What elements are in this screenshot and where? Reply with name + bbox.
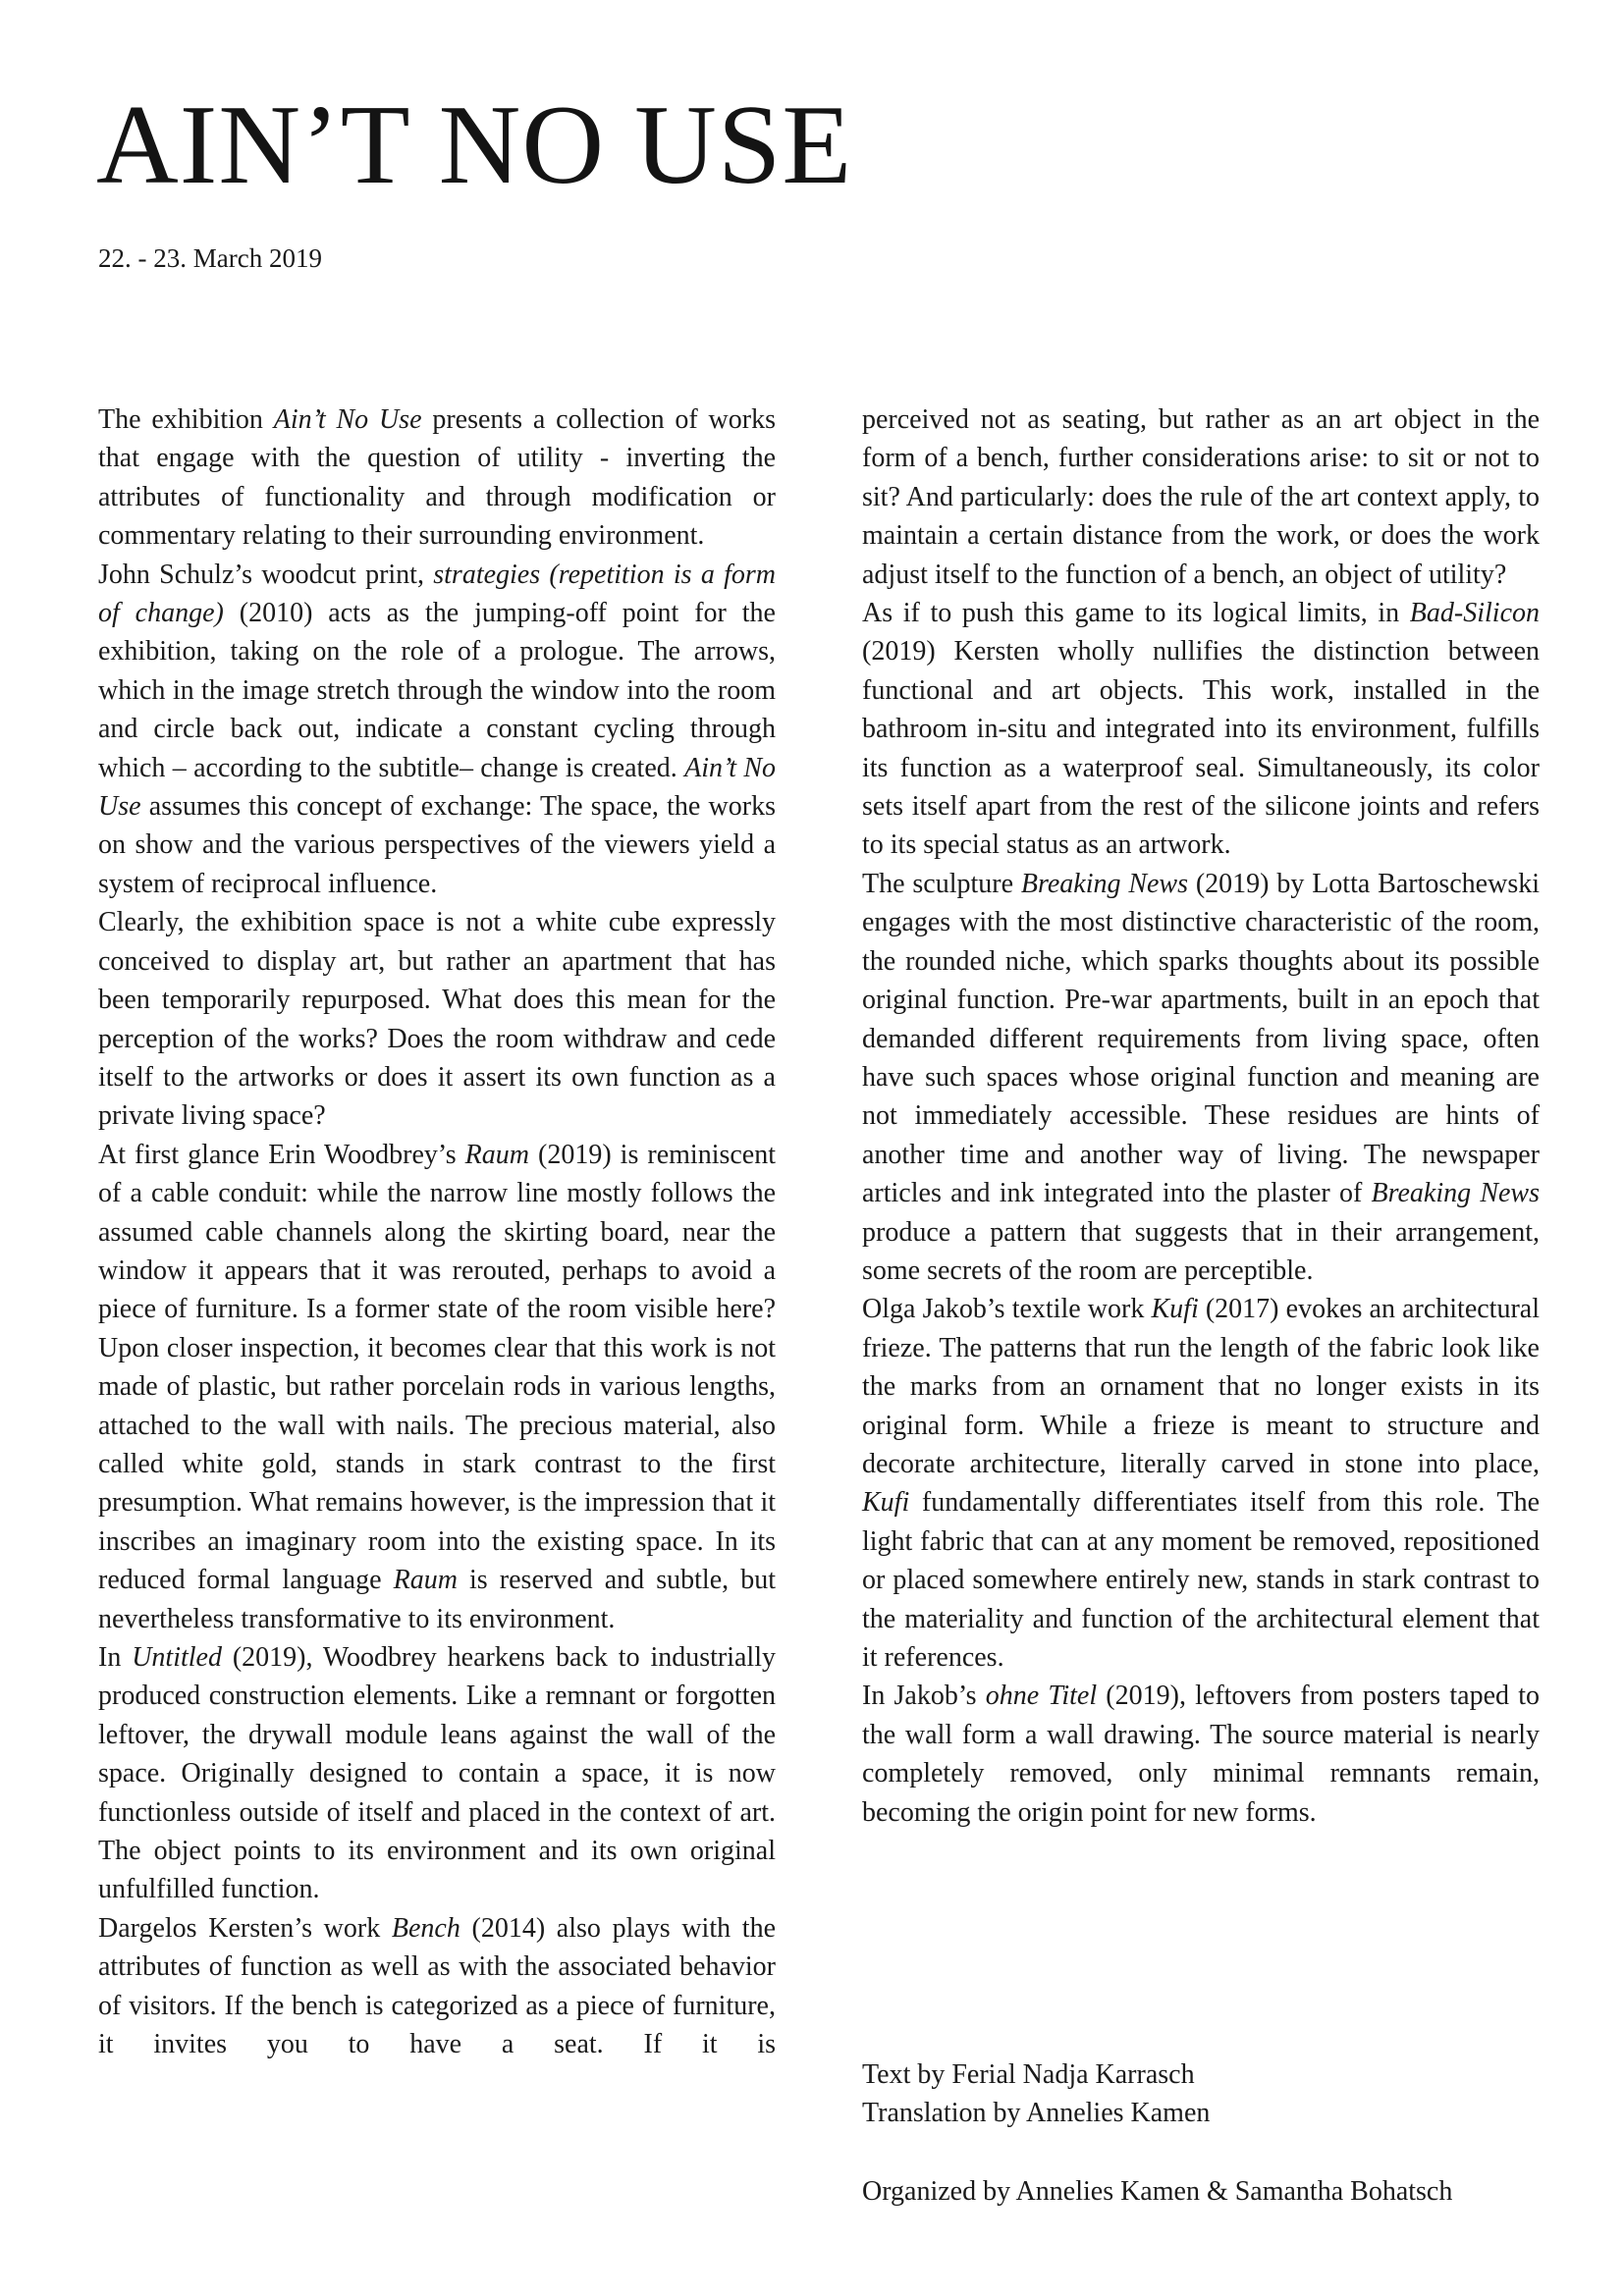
work-title: strategies (repetition is a form of change) <box>98 559 777 629</box>
work-title: Kufi <box>1151 1294 1199 1325</box>
text-credit: Text by Ferial Nadja Karrasch <box>862 2059 1195 2090</box>
paragraph-breaking-news: The sculpture Breaking News (2019) by Lotta Bartoschewski engages with the most distinctive characteristic of the room, the rounded niche, which sparks thoughts about its possible original function. Pre-war apartments, built in an epoch that demanded different requirements from living space, often have such spaces whose original function and meaning are not immediately accessible. These residues are hints of another time and another way of living. The newspaper articles and ink integrated into the plaster of Breaking News produce a pattern that suggests that in their arrangement, some secrets of the room are perceptible. <box>862 868 1540 1286</box>
paragraph-schulz: John Schulz’s woodcut print, strategies (repetition is a form of change) (2010) acts as the jumping-off point for the exhibition, taking on the role of a prologue. The arrows, which in the image stretch through the window into the room and circle back out, indicate a constant cycling through which – according to the subtitle– change is created. Ain’t No Use assumes this concept of exchange: The space, the works on show and the various perspectives of the viewers yield a system of reciprocal influence. <box>98 559 777 899</box>
left-column <box>98 400 776 2063</box>
work-title: Ain’t No Use <box>273 404 422 435</box>
work-title: Untitled <box>132 1642 222 1673</box>
work-title: Ain’t No Use <box>98 752 777 823</box>
paragraph-woodbrey-untitled: In Untitled (2019), Woodbrey hearkens back to industrially produced construction elements. Like a remnant or forgotten leftover, the drywall module leans against the wall of the space. Originally designed to contain a space, it is now functionless outside of itself and placed in the context of art. The object points to its environment and its own original unfulfilled function. <box>98 1642 776 1905</box>
page-title: AIN’T NO USE <box>96 82 853 208</box>
paragraph-woodbrey-raum: At first glance Erin Woodbrey’s Raum (2019) is reminiscent of a cable conduit: while the narrow line mostly follows the assumed cable channels along the skirting board, near the window it appears that it was rerouted, perhaps to avoid a piece of furniture. Is a former state of the room visible here? Upon closer inspection, it becomes clear that this work is not made of plastic, but rather porcelain rods in various lengths, attached to the wall with nails. The precious material, also called white gold, stands in stark contrast to the first presumption. What remains however, is the impression that it inscribes an imaginary room into the existing space. In its reduced formal language Raum is reserved and subtle, but nevertheless transformative to its environment. <box>98 1139 777 1634</box>
paragraph-kersten-bench: Dargelos Kersten’s work Bench (2014) also plays with the attributes of function as well as with the associated behavior of visitors. If the bench is categorized as a piece of furniture, it invites you to have a seat. If it is <box>98 1912 776 2060</box>
translation-credit: Translation by Annelies Kamen <box>862 2098 1211 2129</box>
paragraph-ohne-titel: In Jakob’s ohne Titel (2019), leftovers from posters taped to the wall form a wall drawing. The source material is nearly completely removed, only minimal remnants remain, becoming the origin point for new forms. <box>862 1681 1540 1828</box>
credits-spacer <box>862 2133 1549 2172</box>
credits <box>862 2056 1549 2211</box>
paragraph-kufi: Olga Jakob’s textile work Kufi (2017) evokes an architectural frieze. The patterns that run the length of the fabric look like the marks from an ornament that no longer exists in its original form. While a frieze is meant to structure and decorate architecture, literally carved in stone into place, Kufi fundamentally differentiates itself from this role. The light fabric that can at any moment be removed, repositioned or placed somewhere entirely new, stands in stark contrast to the materiality and function of the architectural element that it references. <box>862 1294 1540 1673</box>
work-title: Breaking News <box>1371 1178 1540 1209</box>
event-date: 22. - 23. March 2019 <box>98 243 322 273</box>
work-title: Raum <box>393 1565 458 1596</box>
paragraph-intro: The exhibition Ain’t No Use presents a collection of works that engage with the question of utility - inverting the attributes of functionality and through modification or commentary relating to their surrounding environment. <box>98 404 776 552</box>
work-title: ohne Titel <box>985 1681 1098 1712</box>
work-title: Bad-Silicon <box>1409 598 1540 629</box>
right-column <box>862 400 1540 1832</box>
paragraph-space: Clearly, the exhibition space is not a white cube expressly conceived to display art, but rather an apartment that has been temporarily repurposed. What does this mean for the perception of the works? Does the room withdraw and cede itself to the artworks or does it assert its own function as a private living space? <box>98 907 776 1132</box>
work-title: Raum <box>464 1139 529 1170</box>
paragraph-bad-silicon: As if to push this game to its logical limits, in Bad-Silicon (2019) Kersten wholly nullifies the distinction between functional and art objects. This work, installed in the bathroom in-situ and integrated into its environment, fulfills its function as a waterproof seal. Simultaneously, its color sets itself apart from the rest of the silicone joints and refers to its special status as an artwork. <box>862 598 1540 861</box>
work-title: Kufi <box>862 1487 910 1519</box>
organizer-credit: Organized by Annelies Kamen & Samantha Bohatsch <box>862 2175 1453 2207</box>
work-title: Bench <box>391 1912 460 1944</box>
work-title: Breaking News <box>1020 868 1188 899</box>
paragraph-bench-continued: perceived not as seating, but rather as an art object in the form of a bench, further considerations arise: to sit or not to sit? And particularly: does the rule of the art context apply, to maintain a certain distance from the work, or does the work adjust itself to the function of a bench, an object of utility? <box>862 404 1540 590</box>
